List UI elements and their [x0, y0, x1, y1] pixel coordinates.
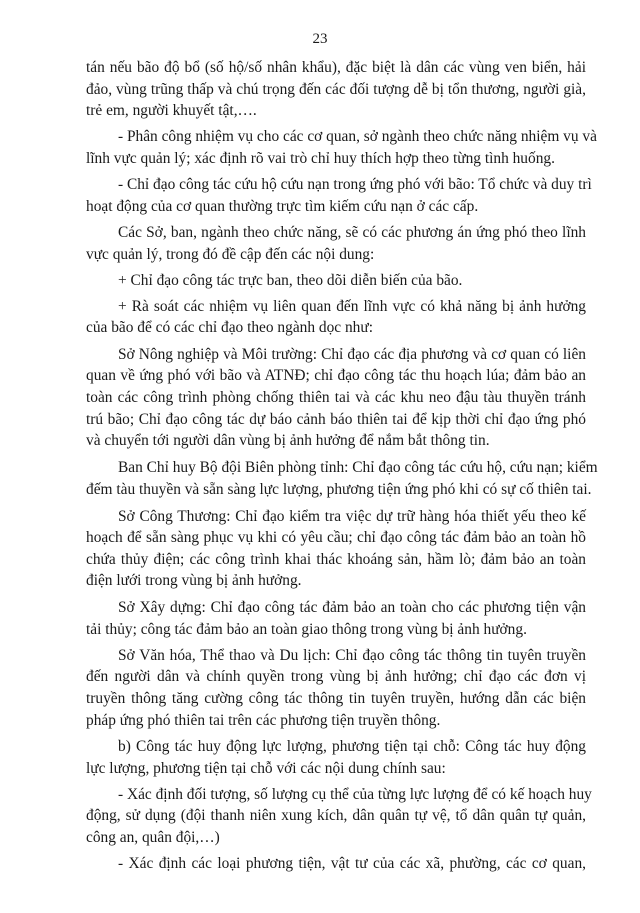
text-line: pháp ứng phó thiên tai trên các phương tiện truyền thông.	[86, 712, 441, 729]
text-line: lực lượng, phương tiện tại chỗ với các nội dung chính sau:	[86, 760, 446, 777]
text-line: tán nếu bão độ bổ (số hộ/số nhân khẩu), đặc biệt là dân các vùng ven biển, hải	[86, 59, 586, 76]
text-line: toàn các công trình phòng chống thiên tai và các khu neo đậu tàu thuyền tránh	[86, 389, 586, 406]
text-line: Sở Xây dựng: Chỉ đạo công tác đảm bảo an toàn cho các phương tiện vận	[118, 599, 586, 616]
text-line: công an, quân đội,…)	[86, 829, 220, 846]
page-number: 23	[312, 31, 328, 47]
text-line: Ban Chỉ huy Bộ đội Biên phòng tỉnh: Chỉ đạo công tác cứu hộ, cứu nạn; kiểm	[118, 459, 598, 476]
text-line: b) Công tác huy động lực lượng, phương tiện tại chỗ: Công tác huy động	[118, 738, 586, 755]
text-line: trú bão; Chỉ đạo công tác dự báo cảnh báo thiên tai để kịp thời chỉ đạo ứng phó	[86, 411, 586, 428]
text-line: + Chỉ đạo công tác trực ban, theo dõi diễn biến của bão.	[118, 272, 463, 289]
text-line: truyền thông tăng cường công tác thông tin tuyên truyền, hướng dẫn các biện	[86, 690, 586, 707]
text-line: Các Sở, ban, ngành theo chức năng, sẽ có các phương án ứng phó theo lĩnh	[118, 224, 586, 241]
text-line: - Phân công nhiệm vụ cho các cơ quan, sở ngành theo chức năng nhiệm vụ và	[118, 128, 597, 145]
text-line: điện lưới trong vùng bị ảnh hưởng.	[86, 572, 302, 589]
text-line: đếm tàu thuyền và sẵn sàng lực lượng, phương tiện ứng phó khi có sự cố thiên tai.	[86, 481, 592, 498]
text-line: chứa thủy điện; các công trình khai thác khoáng sản, hầm lò; đảm bảo an toàn	[86, 551, 586, 568]
text-line: trẻ em, người khuyết tật,….	[86, 102, 257, 119]
text-line: Sở Công Thương: Chỉ đạo kiểm tra việc dự trữ hàng hóa thiết yếu theo kế	[118, 508, 586, 525]
text-line: Sở Văn hóa, Thể thao và Du lịch: Chỉ đạo công tác thông tin tuyên truyền	[118, 647, 586, 664]
text-line: + Rà soát các nhiệm vụ liên quan đến lĩnh vực có khả năng bị ảnh hưởng	[118, 298, 586, 315]
text-line: của bão để có các chỉ đạo theo ngành dọc như:	[86, 319, 373, 336]
text-line: vực quản lý, trong đó đề cập đến các nội dung:	[86, 246, 375, 263]
text-line: quan về ứng phó với bão và ATNĐ; chỉ đạo công tác thu hoạch lúa; đảm bảo an	[86, 367, 586, 384]
text-line: tải thủy; công tác đảm bảo an toàn giao thông trong vùng bị ảnh hưởng.	[86, 621, 527, 638]
text-line: Sở Nông nghiệp và Môi trường: Chỉ đạo các địa phương và cơ quan có liên	[118, 346, 586, 363]
text-line: - Xác định các loại phương tiện, vật tư của các xã, phường, các cơ quan,	[118, 855, 586, 872]
text-line: hoạt động của cơ quan thường trực tìm kiếm cứu nạn ở các cấp.	[86, 198, 479, 215]
text-line: và chuyển tới người dân vùng bị ảnh hưởng để nắm bắt thông tin.	[86, 432, 490, 449]
text-line: đảo, vùng trũng thấp và chú trọng đến các đối tượng dễ bị tổn thương, người già,	[86, 81, 586, 98]
text-line: hoạch để sẵn sàng phục vụ khi có yêu cầu; chỉ đạo công tác đảm bảo an toàn hồ	[86, 529, 586, 546]
text-line: lĩnh vực quản lý; xác định rõ vai trò chỉ huy thích hợp theo từng tình huống.	[86, 150, 555, 167]
text-line: - Chỉ đạo công tác cứu hộ cứu nạn trong ứng phó với bão: Tổ chức và duy trì	[118, 176, 592, 193]
text-line: đến người dân và chính quyền trong vùng bị ảnh hưởng; chỉ đạo các đơn vị	[86, 668, 586, 685]
text-line: động, sử dụng (đội thanh niên xung kích, dân quân tự vệ, tổ dân quân tự quản,	[86, 807, 586, 824]
text-line: - Xác định đối tượng, số lượng cụ thể của từng lực lượng để có kế hoạch huy	[118, 786, 592, 803]
